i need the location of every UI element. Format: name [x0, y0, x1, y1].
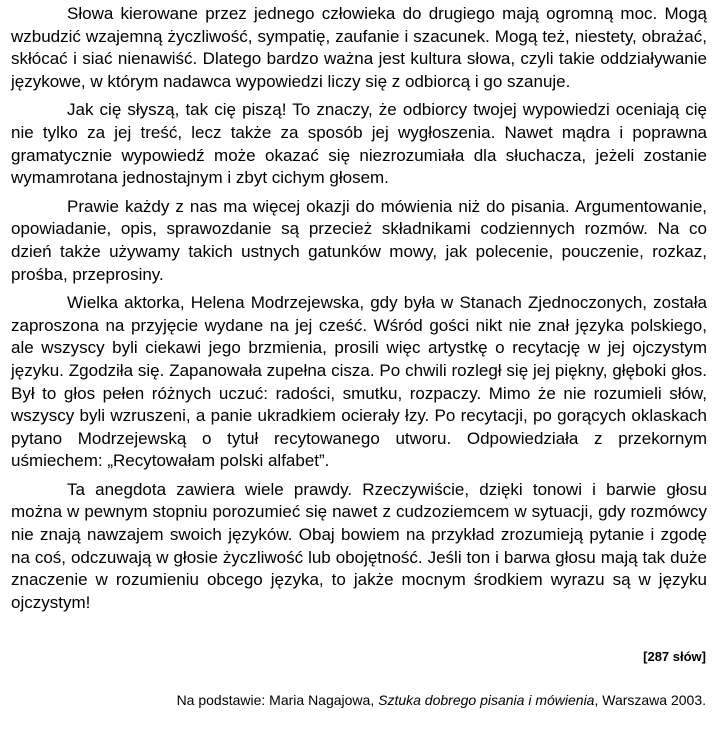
paragraph-3: Prawie każdy z nas ma więcej okazji do mówienia niż do pisania. Argumentowanie, opowiadanie, opis, sprawozdanie są przecież składnikami codziennych rozmów. Na co dzień także używamy takich ustnych gatunków mowy, jak polecenie, pouczenie, rozkaz, prośba, przeprosiny. [11, 196, 707, 284]
paragraph-2: Jak cię słyszą, tak cię piszą! To znaczy, że odbiorcy twojej wypowiedzi oceniają cię nie tylko za jej treść, lecz także za sposób jej wygłoszenia. Nawet mądra i poprawna gramatycznie wypowiedź może okazać się niezrozumiała dla słuchacza, jeżeli zostanie wymamrotana jednostajnym i zbyt cichym głosem. [11, 100, 707, 188]
source-prefix: Na podstawie: Maria Nagajowa, [176, 692, 379, 708]
source-title: Sztuka dobrego pisania i mówienia [378, 692, 595, 708]
word-count: [287 słów] [643, 649, 706, 664]
article-text [11, 3, 707, 620]
paragraph-1: Słowa kierowane przez jednego człowieka do drugiego mają ogromną moc. Mogą wzbudzić wzajemną życzliwość, sympatię, zaufanie i szacunek. Mogą też, niestety, obrażać, skłócać i siać nienawiść. Dlatego bardzo ważna jest kultura słowa, czyli takie oddziaływanie językowe, w którym nadawca wypowiedzi liczy się z odbiorcą i go szanuje. [11, 4, 707, 91]
source-citation [177, 692, 706, 708]
paragraph-5: Ta anegdota zawiera wiele prawdy. Rzeczywiście, dzięki tonowi i barwie głosu można w pewnym stopniu porozumieć się nawet z cudzoziemcem w sytuacji, gdy rozmówcy nie znają nawzajem swoich języków. Obaj bowiem na przykład zrozumieją pytanie i zgodę na coś, odczuwają w głosie życzliwość lub obojętność. Jeśli ton i barwa głosu mają tak duże znaczenie w rozumieniu obcego języka, to jakże mocnym środkiem wyrazu są w języku ojczystym! [11, 479, 707, 612]
source-suffix: , Warszawa 2003. [594, 692, 706, 708]
paragraph-4: Wielka aktorka, Helena Modrzejewska, gdy była w Stanach Zjednoczonych, została zaproszona na przyjęcie wydane na jej cześć. Wśród gości nikt nie znał języka polskiego, ale wszyscy byli ciekawi jego brzmienia, prosili więc artystkę o recytację w jej ojczystym języku. Zgodziła się. Zapanowała zupełna cisza. Po chwili rozległ się jej piękny, głęboki głos. Był to głos pełen różnych uczuć: radości, smutku, rozpaczy. Mimo że nie rozumieli słów, wszyscy byli wzruszeni, a panie ukradkiem ocierały łzy. Po recytacji, po gorących oklaskach pytano Modrzejewską o tytuł recytowanego utworu. Odpowiedziała z przekornym uśmiechem: „Recytowałam polski alfabet”. [11, 293, 707, 471]
